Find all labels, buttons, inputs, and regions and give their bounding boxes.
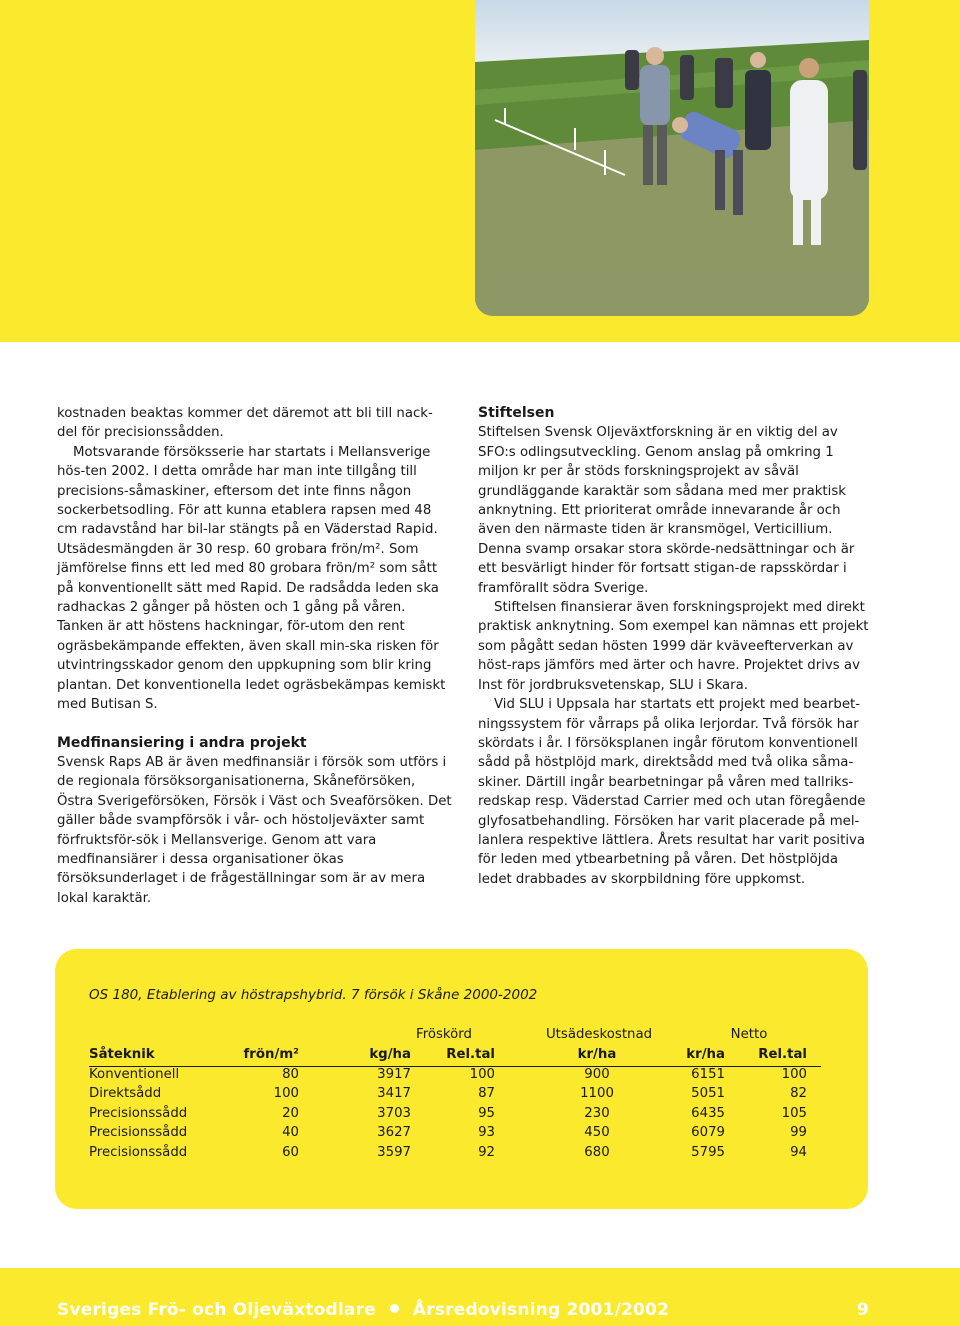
table-cell: 6151 bbox=[691, 1067, 725, 1082]
table-cell: 94 bbox=[790, 1144, 807, 1160]
column-header: kg/ha bbox=[369, 1047, 411, 1062]
table-cell: 900 bbox=[584, 1067, 610, 1082]
column-header: Rel.tal bbox=[446, 1047, 495, 1062]
column-header: Såteknik bbox=[89, 1047, 155, 1062]
table-row-label: Precisionssådd bbox=[89, 1125, 188, 1141]
table-cell: 87 bbox=[478, 1086, 495, 1102]
table-cell: 82 bbox=[790, 1086, 807, 1102]
column-header: kr/ha bbox=[577, 1047, 617, 1062]
table-title: OS 180, Etablering av höstrapshybrid. 7 försök i Skåne 2000-2002 bbox=[89, 987, 538, 1003]
table-cell: 60 bbox=[282, 1144, 299, 1160]
table-cell: 92 bbox=[478, 1144, 495, 1160]
table-cell: 40 bbox=[282, 1125, 299, 1141]
table-cell: 5051 bbox=[691, 1086, 725, 1102]
table-row-label: Precisionssådd bbox=[89, 1144, 188, 1160]
table-row-label: Direktsådd bbox=[89, 1086, 162, 1102]
table-cell: 6435 bbox=[691, 1105, 725, 1121]
group-header: Netto bbox=[730, 1027, 768, 1042]
table-row-label: Precisionssådd bbox=[89, 1105, 188, 1121]
footer bbox=[57, 1300, 869, 1320]
table-cell: 95 bbox=[478, 1105, 495, 1121]
table-cell: 3703 bbox=[377, 1105, 411, 1121]
table-panel bbox=[55, 949, 868, 1209]
footer-report: Årsredovisning 2001/2002 bbox=[412, 1300, 670, 1320]
table-cell: 99 bbox=[790, 1125, 807, 1141]
table-cell: 3917 bbox=[377, 1067, 411, 1082]
page-number: 9 bbox=[856, 1300, 869, 1320]
photo-illustration bbox=[475, 0, 869, 316]
body-paragraph: Svensk Raps AB är även medfinansiär i försök som utförs i de regionala försöksorganisationerna, Skåneförsöken, Östra Sverigeförsöken, Försök i Väst och Sveaförsöken. Det gäller både svampförsök i vår- och höstoljeväxter samt förfruktsför-sök i Mellansverige. Genom att vara medfinansiärer i dessa organisationer ökas försöksunderlaget i de frågeställningar som är av mera lokal karaktär. bbox=[57, 754, 452, 906]
footer-publisher: Sveriges Frö- och Oljeväxtodlare bbox=[57, 1300, 376, 1320]
body-paragraph: Vid SLU i Uppsala har startats ett projekt med bearbet-ningssystem för vårraps på olika lerjordar. Två försök har skördats i år. I försöksplanen ingår förutom konventionell sådd på höstplöjd mark, direktsådd med två olika såma-skiner. Därtill ingår bearbetningar på våren med tallriks-redskap resp. Väderstad Carrier med och utan föregående glyfosatbehandling. Försöken har varit placerade på mel-lanlera respektive lättlera. Årets resultat har varit positiva för leden med ytbearbetning på våren. Det höstplöjda ledet drabbades av skorpbildning före uppkomst. bbox=[478, 697, 866, 887]
table-cell: 100 bbox=[781, 1067, 807, 1082]
table-cell: 680 bbox=[584, 1144, 610, 1160]
body-paragraph: Motsvarande försöksserie har startats i Mellansverige hös-ten 2002. I detta område har man inte tillgång till precisions-såmaskiner, eftersom det inte finns någon sockerbetsodling. För att kunna etablera rapsen med 48 cm radavstånd har bil-lar stängts på en Väderstad Rapid. Utsädesmängden är 30 resp. 60 grobara frön/m². Som jämförelse finns ett led med 80 grobara frön/m² som sått på konventionellt sätt med Rapid. De radsådda leden ska radhackas 2 gånger på hösten och 1 gång på våren. Tanken är att höstens hackningar, för-utom den rent ogräsbekämpande effekten, även skall min-ska risken för utvintringsskador genom den uppkupning som blir kring plantan. Det konventionella ledet ogräsbekämpas kemiskt med Butisan S. bbox=[57, 444, 446, 713]
left-column bbox=[57, 404, 452, 908]
table-cell: 80 bbox=[282, 1067, 299, 1082]
bullet-icon bbox=[390, 1304, 399, 1313]
body-paragraph: kostnaden beaktas kommer det däremot att bli till nack-del för precisionssådden. bbox=[57, 406, 433, 441]
table-cell: 20 bbox=[282, 1105, 299, 1121]
section-heading-medfinansiering: Medfinansiering i andra projekt bbox=[57, 734, 307, 751]
body-paragraph: Stiftelsen finansierar även forskningsprojekt med direkt praktisk anknytning. Som exempel kan nämnas ett projekt som pågått sedan hösten 1999 där kväveefterverkan av höst-raps jämförs med ärter och havre. Projektet drivs av Inst för jordbruksvetenskap, SLU i Skara. bbox=[478, 600, 869, 693]
table-cell: 450 bbox=[584, 1125, 610, 1141]
table-cell: 105 bbox=[781, 1105, 807, 1121]
table-cell: 3417 bbox=[377, 1086, 411, 1102]
table-cell: 3627 bbox=[377, 1125, 411, 1141]
right-column bbox=[478, 404, 873, 889]
table-cell: 6079 bbox=[691, 1125, 725, 1141]
table-cell: 100 bbox=[469, 1067, 495, 1082]
table-cell: 5795 bbox=[691, 1144, 725, 1160]
table-cell: 230 bbox=[584, 1105, 610, 1121]
body-paragraph: Stiftelsen Svensk Oljeväxtforskning är en viktig del av SFO:s odlingsutveckling. Genom anslag på omkring 1 miljon kr per år stöds forskningsprojekt av såväl grundläggande karaktär som sådana med mer praktisk anknytning. Ett prioriterat område innevarande år och även den närmaste tiden är kransmögel, Verticillium. Denna svamp orsakar stora skörde-nedsättningar och är ett besvärligt hinder för fortsatt stigan-de rapsskördar i framförallt södra Sverige. bbox=[478, 425, 855, 596]
table-cell: 93 bbox=[478, 1125, 495, 1141]
table-cell: 1100 bbox=[580, 1086, 614, 1102]
column-header: Rel.tal bbox=[758, 1047, 807, 1062]
section-heading-stiftelsen: Stiftelsen bbox=[478, 405, 555, 421]
column-header: kr/ha bbox=[686, 1047, 725, 1062]
group-header: Fröskörd bbox=[416, 1027, 472, 1042]
table-cell: 100 bbox=[273, 1086, 299, 1102]
column-header: frön/m² bbox=[243, 1047, 299, 1062]
group-header: Utsädeskostnad bbox=[545, 1027, 653, 1042]
table-cell: 3597 bbox=[377, 1144, 411, 1160]
field-trial-photo bbox=[475, 0, 869, 316]
table-row-label: Konventionell bbox=[89, 1067, 180, 1082]
